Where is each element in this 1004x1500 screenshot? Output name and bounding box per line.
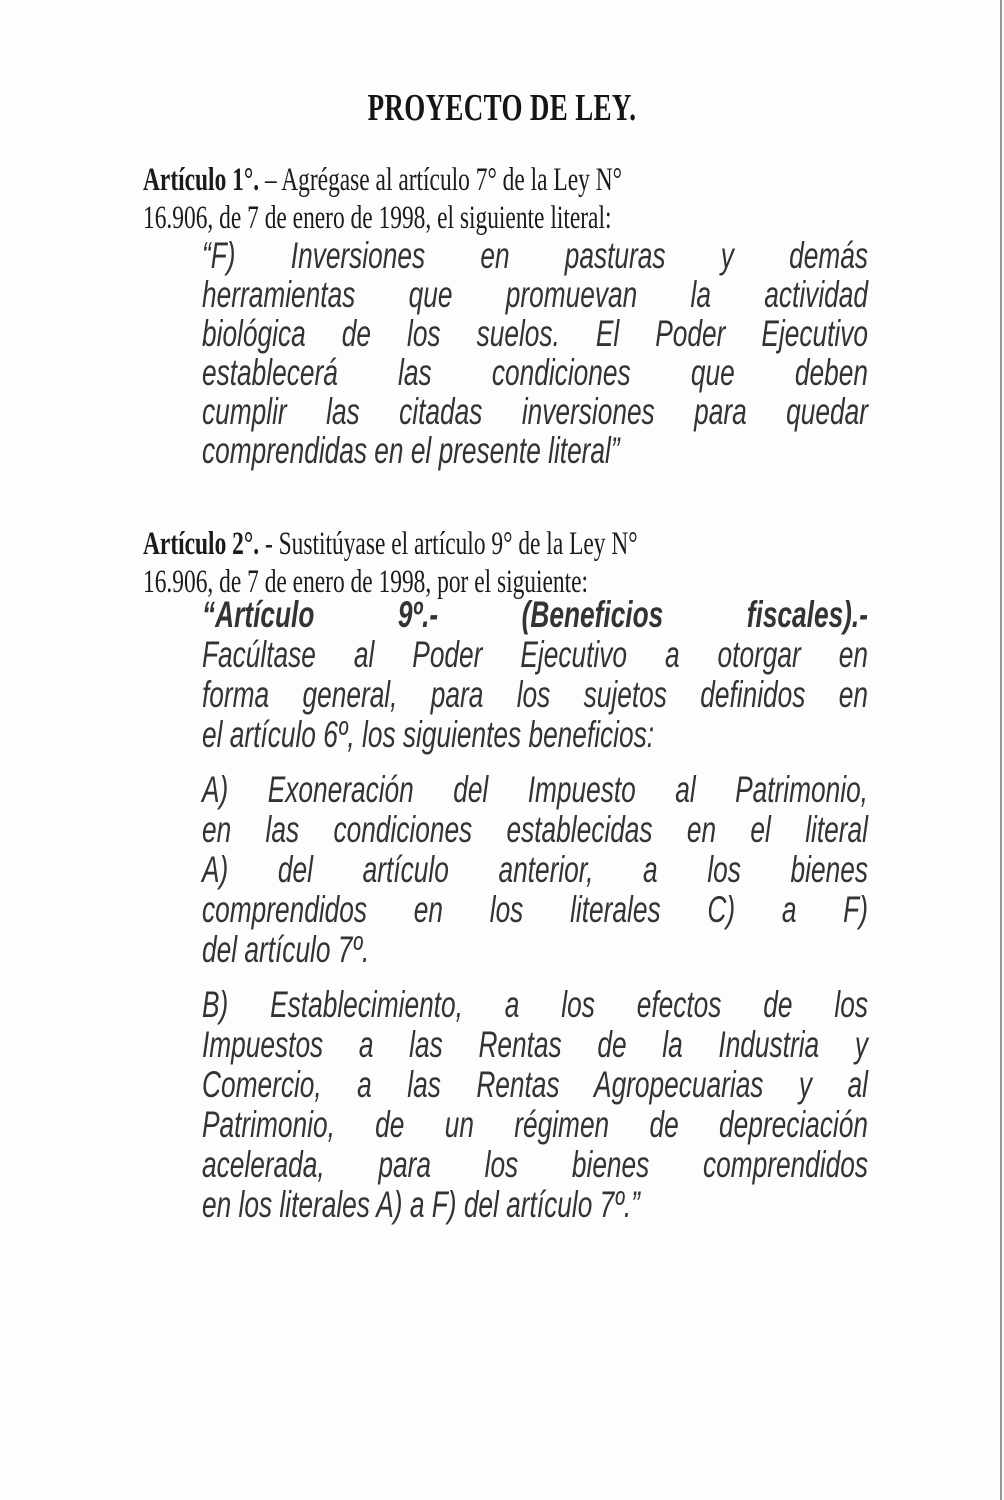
literal-b-line: Comercio, a las Rentas Agropecuarias y al <box>202 1064 868 1105</box>
article-2-heading <box>143 525 967 601</box>
literal-b-line: acelerada, para los bienes comprendidos <box>202 1144 868 1185</box>
quote-lead-line: “Artículo 9º.- (Beneficios fiscales).- <box>202 594 868 635</box>
literal-b-line: Impuestos a las Rentas de la Industria y <box>202 1024 868 1065</box>
quote-line: herramientas que promuevan la actividad <box>202 274 868 315</box>
article-2-literal-b-block <box>202 985 868 1225</box>
article-1-quote-block <box>202 236 868 470</box>
quote-line: “F) Inversiones en pasturas y demás <box>202 235 868 276</box>
page-title: PROYECTO DE LEY. <box>367 87 637 129</box>
literal-a-line: A) Exoneración del Impuesto al Patrimonio, <box>202 769 868 810</box>
literal-b-line: B) Establecimiento, a los efectos de los <box>202 984 868 1025</box>
article-2-label: Artículo 2°. <box>143 526 260 562</box>
literal-a-line: comprendidos en los literales C) a F) <box>202 889 868 930</box>
article-2-heading-line-1 <box>143 525 967 563</box>
article-2-heading-line-2: 16.906, de 7 de enero de 1998, por el siguiente: <box>143 564 589 600</box>
article-1-heading-line-1 <box>143 161 967 199</box>
article-1-heading <box>143 161 967 237</box>
quote-line: Facúltase al Poder Ejecutivo a otorgar en <box>202 634 868 675</box>
quote-line: cumplir las citadas inversiones para quedar <box>202 391 868 432</box>
quote-line: establecerá las condiciones que deben <box>202 352 868 393</box>
quote-line: forma general, para los sujetos definidos en <box>202 674 868 715</box>
article-1-heading-line-2: 16.906, de 7 de enero de 1998, el siguiente literal: <box>143 200 612 236</box>
article-1-heading-text: – Agrégase al artículo 7° de la Ley N° <box>259 162 623 198</box>
literal-b-line: Patrimonio, de un régimen de depreciación <box>202 1104 868 1145</box>
quote-line: biológica de los suelos. El Poder Ejecutivo <box>202 313 868 354</box>
article-2-literal-a-block <box>202 770 868 970</box>
quote-line: comprendidas en el presente literal” <box>202 430 620 471</box>
article-1-label: Artículo 1°. <box>143 162 260 198</box>
article-2-heading-text: - Sustitúyase el artículo 9° de la Ley N° <box>259 526 638 562</box>
literal-a-line: A) del artículo anterior, a los bienes <box>202 849 868 890</box>
literal-a-line: del artículo 7º. <box>202 929 370 970</box>
scan-edge-line <box>1000 0 1002 1500</box>
literal-b-line: en los literales A) a F) del artículo 7º.” <box>202 1184 640 1225</box>
article-2-quote-block <box>202 595 868 755</box>
quote-line: el artículo 6º, los siguientes beneficios: <box>202 714 655 755</box>
literal-a-line: en las condiciones establecidas en el literal <box>202 809 868 850</box>
